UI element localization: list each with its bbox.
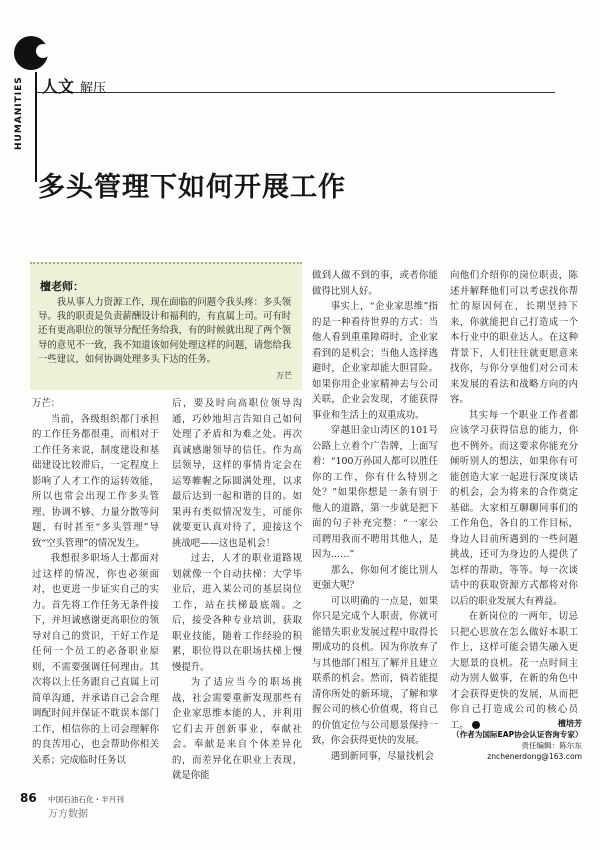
paragraph-text: 在新岗位的一两年，切忌只把心思放在怎么做好本职工作上，这样可能会错失融入更大愿景的良机。花一点时间主动为别人做事，在新的角色中才会获得更快的发展，从而把你自己打造成公司的核心员工。 bbox=[450, 611, 578, 731]
section-logo-icon bbox=[14, 36, 48, 70]
header-horizontal-rule bbox=[35, 92, 555, 93]
paragraph: 做到人做不到的事，或者你能做得比别人好。 bbox=[312, 270, 438, 297]
question-text: 我从事人力资源工作，现在面临的问题令我头疼：多头领导。我的职责是负责薪酬设计和福利的，有直属上司。可有时还有更高职位的领导分配任务给我，有的时候就出现了两个领导的意见不一致，我不知道该如何处理这样的问题，请您给我一些建议，如何协调处理多头下达的任务。 bbox=[38, 297, 292, 365]
header-vertical-rule bbox=[35, 72, 37, 182]
paragraph: 万芒： bbox=[32, 398, 61, 409]
paragraph: 其实每一个职业工作者都应该学习获得信息的能力，你也不例外。而这要求你能充分倾听别人的想法，如果你有可能创造大家一起进行深度谈话的机会，会为将来的合作奠定基础。大家相互聊聊同事们的工作角色，各自的工作目标，身边人目前所遇到的一些问题挑战，还可为身边的人提供了怎样的帮助，等等。每一次谈话中的获取资源方式都将对你以后的职业发展大有裨益。 bbox=[450, 409, 578, 607]
paragraph: 为了适应当今的职场挑战，社会需要重新发现那些有企业家思维本能的人，并利用它们去开创新事业，奉献社会。奉献是来自个体差异化的，而差异化在职业上表现，就是你能 bbox=[172, 677, 302, 781]
paragraph: 那么，你如何才能比别人更强大呢？ bbox=[312, 564, 438, 591]
page-number: 86 bbox=[20, 791, 37, 805]
paragraph: 当前，各级组织都门承担的工作任务都很重，而相对于工作任务来说，制度建设和基础建设比较滞后，一定程度上影响了人才工作的运转效能，所以也常会出现工作多头管理、协调不够、力量分散等问题，有时甚至“多头管理”导致“空头管理”的情况发生。 bbox=[32, 413, 159, 549]
paragraph: 向他们介绍你的岗位职责，陈述并解释他们可以考虑找你帮忙的原因何在，长期坚持下来，你就能把自己打造成一个本行业中的职业达人。在这种背景下，人们往往就更愿意来找你，与你分享他们对公司未来发展的看法和战略方向的内容。 bbox=[450, 270, 578, 405]
paragraph: 遇到新同事，尽量找机会 bbox=[330, 750, 434, 762]
author-name: 檀培芳 bbox=[558, 719, 582, 728]
article-column-4 bbox=[450, 268, 578, 733]
paragraph: 后，要及时向高职位领导沟通，巧妙地坦言告知自己如何处理了矛盾和为难之处。再次真诚感谢领导的信任。作为高层领导，这样的事情肯定会在运筹帷幄之际圆满处理，以求最后达到一起和谐的目的。如果再有类似情况发生，可能你就要更认真对待了，迎接这个挑战吧——这也是机会！ bbox=[172, 398, 302, 549]
article-column-1 bbox=[32, 396, 159, 768]
paragraph: 可以明确的一点是，如果你只是完成个人职责，你就可能错失职业发展过程中取得长期成功的良机。因为你放弃了与其他部门相互了解并且建立联系的机会。然而，倘若能提清你所处的新环境，了解和掌握公司的核心价值观，将自己的价值定位与公司愿景保持一致，你会获得更快的发展。 bbox=[312, 595, 438, 746]
editor-email: znchenerdong@163.com bbox=[487, 752, 582, 761]
paragraph: 事实上，“企业家思维”指的是一种看待世界的方式：当他人看到重重障碍时，企业家看到的是机会；当他人选择逃避时，企业家却能大胆冒险。如果你用企业家精神去与公司关联，企业会发现，才能获得事业和生活上的双重成功。 bbox=[312, 301, 438, 421]
article-title: 多头管理下如何开展工作 bbox=[38, 172, 346, 203]
author-block bbox=[452, 718, 582, 762]
watermark: 万方数据 bbox=[48, 809, 88, 820]
section-vertical-label: HUMANITIES bbox=[14, 76, 24, 150]
magazine-name: 中国石油石化・半月刊 bbox=[48, 795, 124, 804]
question-salutation: 檀老师： bbox=[40, 280, 84, 293]
subsection-name: 解压 bbox=[80, 81, 107, 96]
article-column-2 bbox=[172, 396, 302, 784]
paragraph: 我想很多职场人士都面对过这样的情况，你也必须面对，也更进一步证实自己的实力。首先将工作任务无条件接下，并坦诚感谢更高职位的领导对自己的赏识，干好工作是任何一个员工的必备职业原则，不需要强调任何理由。其次将以上任务跟自己直属上司简单沟通，并承诺自己会合理调配时间并保证不耽误本部门工作，相信你的上司会理解你的良苦用心，也会帮助你相关关系；完成临时任务以 bbox=[32, 553, 159, 766]
responsible-editor: 责任编辑：陈尔东 bbox=[521, 741, 582, 750]
section-name: 人文 bbox=[42, 77, 75, 96]
reader-question-box bbox=[30, 262, 302, 390]
paragraph: 穿越旧金山湾区的101号公路上立着个广告牌，上面写着：“100万孙国人都可以胜任你的工作，你有什么特别之处？”如果你想是一条有别于他人的道路，第一步就是把下面的句子补充完整：“一家公司聘用我而不聘用其他人，是因为……” bbox=[312, 425, 438, 560]
article-column-3 bbox=[312, 268, 438, 764]
paragraph bbox=[450, 609, 578, 733]
author-credentials: （作者为国际EAP协会认证咨询专家） bbox=[452, 730, 583, 739]
paragraph: 过去，人才的职业道路规划就像一个自动扶梯：大学毕业后，进入某公司的基层岗位工作，站在扶梯最底端。之后，接受各种专业培训，获取职业技能，随着工作经验的积累，职位得以在职场扶梯上慢慢提升。 bbox=[172, 553, 302, 673]
question-signature: 万芒 bbox=[276, 371, 292, 380]
